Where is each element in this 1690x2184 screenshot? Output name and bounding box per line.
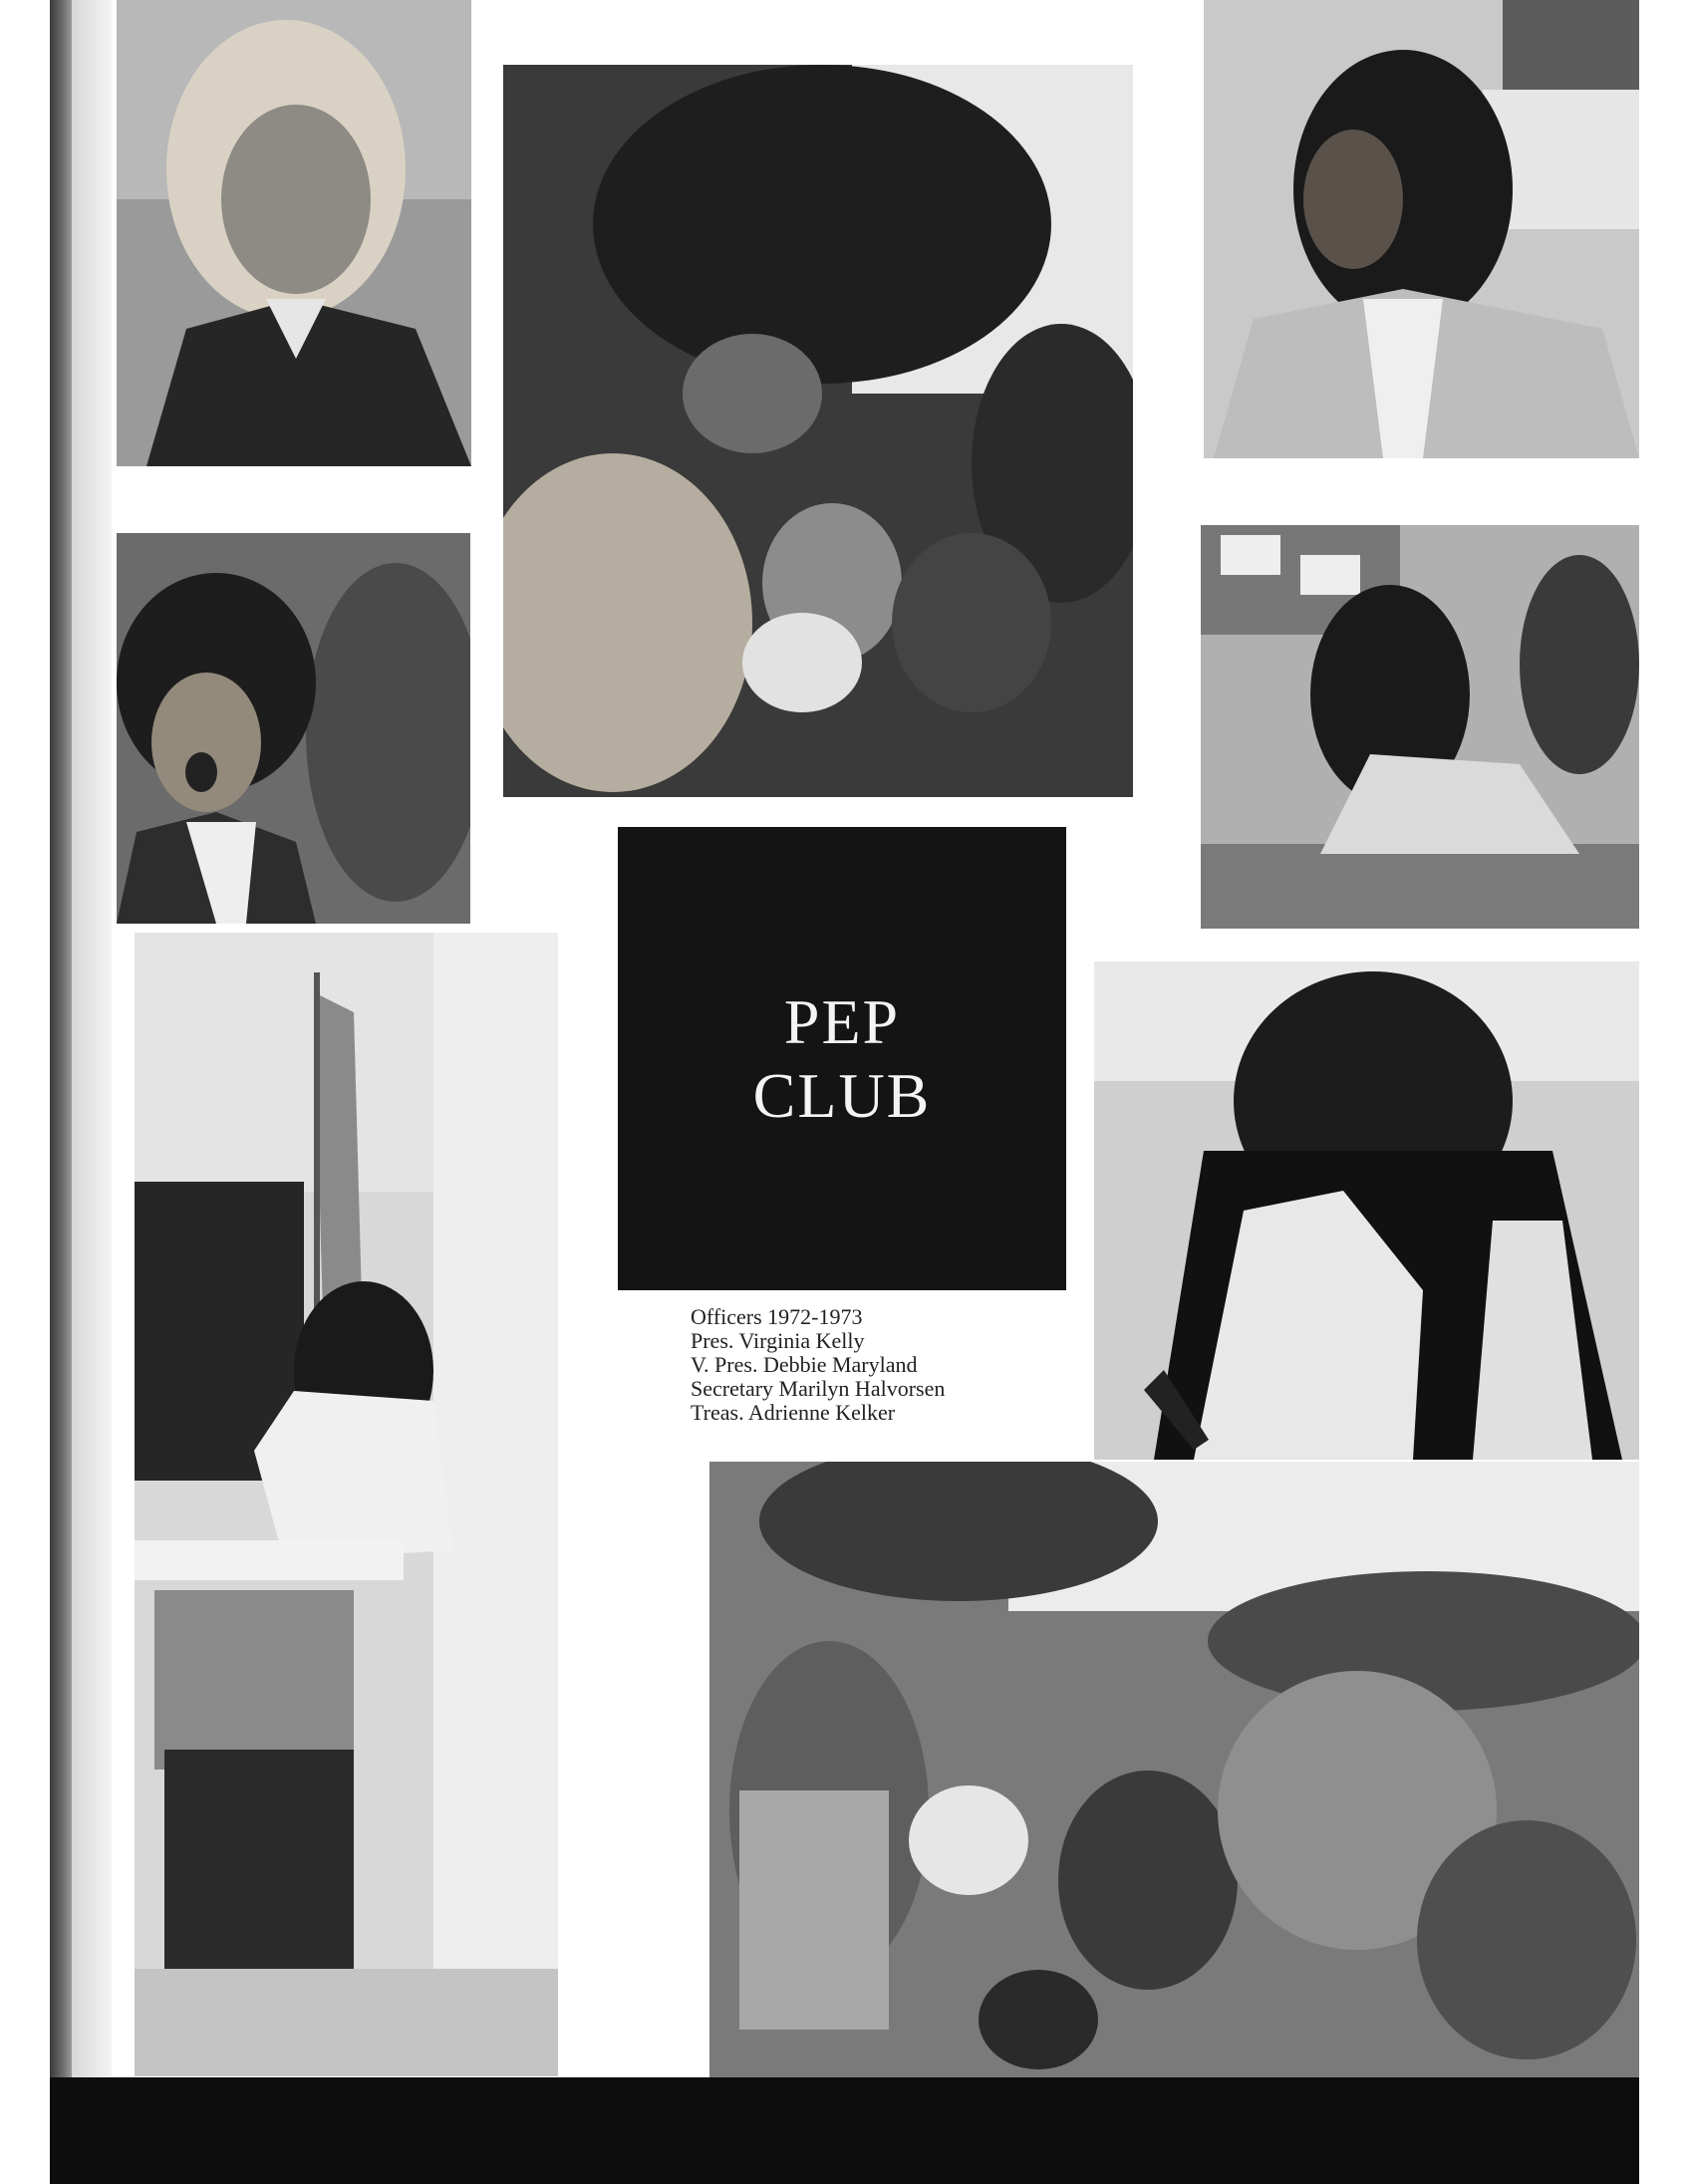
page-gutter	[72, 0, 112, 2082]
pep-club-title-block	[618, 827, 1066, 1290]
officer-treasurer: Treas. Adrienne Kelker	[691, 1400, 896, 1425]
photo-girl-blonde-portrait	[117, 0, 471, 466]
page-title	[753, 985, 932, 1132]
title-line-2: CLUB	[752, 1059, 932, 1131]
title-line-1: PEP	[783, 985, 901, 1057]
photo-crowd-under-trees	[503, 65, 1133, 797]
officers-heading: Officers 1972-1973	[691, 1304, 863, 1329]
page-margin	[0, 0, 50, 2184]
photo-girl-writing	[1094, 961, 1639, 1460]
photo-girl-glasses-sweater	[1204, 0, 1639, 458]
photo-girl-cheering	[117, 533, 470, 924]
photo-bleacher-crowd	[709, 1462, 1639, 2077]
officers-caption	[691, 1305, 1029, 1425]
officer-secretary: Secretary Marilyn Halvorsen	[691, 1376, 946, 1401]
book-spine	[50, 0, 72, 2092]
officer-vice-president: V. Pres. Debbie Maryland	[691, 1352, 918, 1377]
photo-girl-at-window	[1201, 525, 1639, 929]
photo-classroom-flag	[135, 933, 558, 2076]
scan-bottom-band	[50, 2077, 1639, 2184]
officer-president: Pres. Virginia Kelly	[691, 1328, 865, 1353]
